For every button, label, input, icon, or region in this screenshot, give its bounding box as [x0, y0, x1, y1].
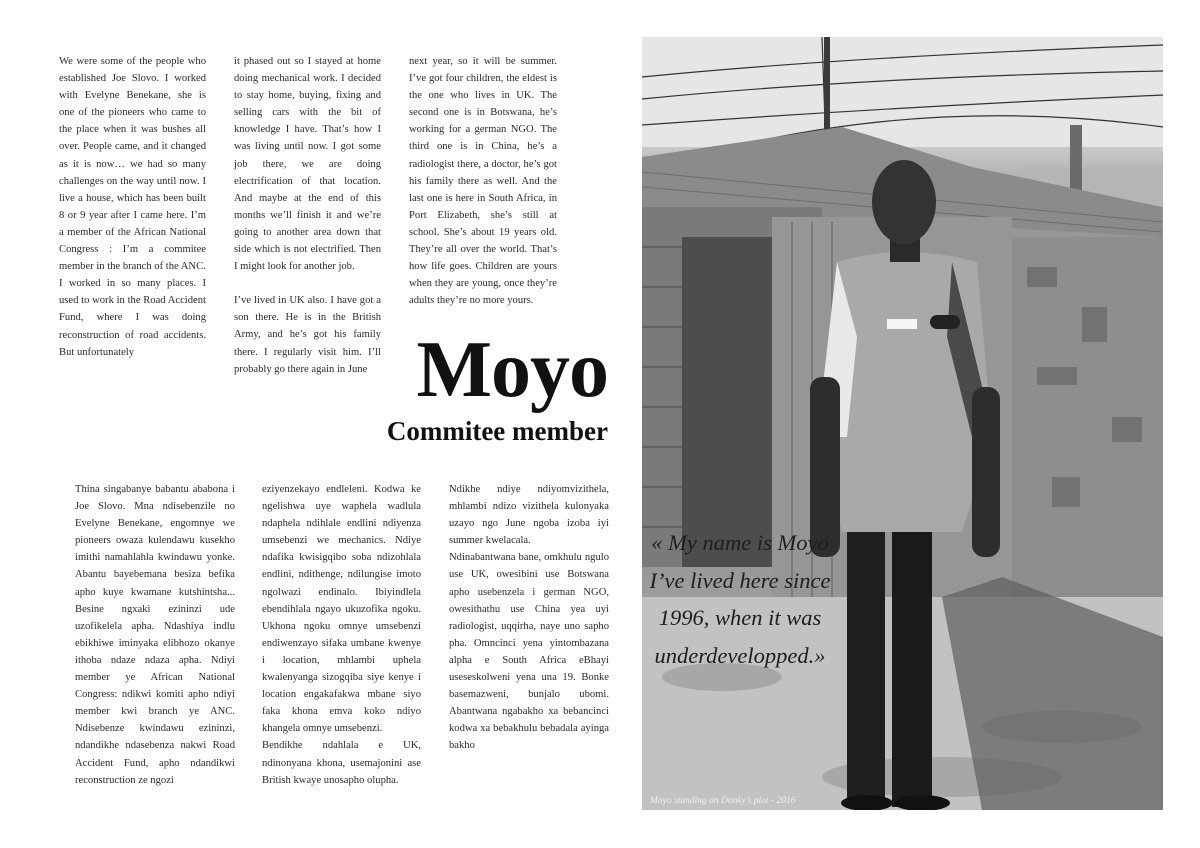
page-subtitle: Commitee member [386, 416, 608, 446]
xhosa-column-3 [449, 481, 609, 755]
paragraph: Ndinabantwana bane, omkhulu ngulo use UK, owesibini use Botswana apho usebenzela i german NGO, owesithathu use China yea uyi radiologist, uqqirha, naye uno sapho pha. Omncinci yena yintombazana alpha e South Africa eBhayi useseskolweni yena una 19. Bonke basemazweni, bunjalo ubomi. Abantwana ngabakho xa bebancinci kodwa xa bebakhulu bebadala ayinga bakho [449, 552, 609, 752]
photo-caption: Moyo standing on Donky’s plot - 2016 [650, 796, 796, 806]
english-column-2 [234, 53, 381, 378]
paragraph: We were some of the people who established Joe Slovo. I worked with Evelyne Benekane, she is one of the pioneers who came to the place when it was bushes all over. People came, and it changed as it is now… we had so many challenges on the way until now. I live a house, which has been built 8 or 9 year after I came here. I’m a member of the African National Congress : I’m a commitee member in the branch of the ANC. [59, 56, 206, 273]
paragraph: next year, so it will be summer. I’ve got four children, the eldest is the one who lives in UK. The second one is in Botswana, he’s working for a german NGO. The third one is in China, he’s a radiologist there, a doctor, he’s got his family there as well. And the last one is here in South Africa, in Port Elizabeth, she’s still at school. She’s about 19 years old. They’re all over the world. That’s how life goes. Children are yours when they are young, once they’re adults they’re no more yours. [409, 56, 557, 307]
paragraph: Ndikhe ndiye ndiyomvizithela, mhlambi ndizo vizithela kulonyaka uzayo ngo June ngoba izoba iyi summer kwelacala. [449, 484, 609, 547]
pull-quote: « My name is Moyo I’ve lived here since 1996, when it was underdevelopped.» [649, 530, 831, 668]
paragraph: Bendikhe ndahlala e UK, ndinonyana khona, usemajonini ase British kwaye unosapho olupha. [262, 740, 421, 786]
paragraph: I worked in so many places. I used to work in the Road Accident Fund, where I was doing reconstruction of road accidents. But unfortunately [59, 278, 206, 358]
paragraph: I’ve lived in UK also. I have got a son there. He is in the British Army, and he’s got his family there. I regularly visit him. I’ll probably go there again in June [234, 295, 381, 375]
paragraph: it phased out so I stayed at home doing mechanical work. I decided to stay home, buying, fixing and selling cars with the bit of knowledge I have. That’s how I was living until now. I got some job there, we are doing electrification of that location. And maybe at the end of this months we’ll finish it and we’re going to another area down that side which is not electrified. Then I might look for another job. [234, 56, 381, 273]
xhosa-column-2 [262, 481, 421, 789]
english-column-3 [409, 53, 557, 309]
photo-scene [642, 37, 1163, 810]
page-title: Moyo [416, 326, 608, 414]
portrait-photo [642, 37, 1163, 810]
paragraph: Thina singabanye babantu ababona i Joe Slovo. Mna ndisebenzile no Evelyne Benekane, engomnye we pioneers owaza kulendawu kusekho imithi namahlahla kwindawu yonke. Abantu bayebemana besiza befika apho kuye kwamane kutshintsha... Besine ngxaki ezininzi ude uzofikelela apha. Ndashiya indlu ebikhiwe iminyaka elibhozo okanye ithoba ndaze ndaza apha. Ndiyi member ye African National Congress: ndikwi komiti apho ndiyi member kwi branch ye ANC. Ndisebenze kwindawu ezininzi, ndandikhe ndasebenza nakwi Road Accident Fund, apho ndandikwi reconstruction ze ngozi [75, 484, 235, 786]
xhosa-column-1 [75, 481, 235, 789]
paragraph: eziyenzekayo endleleni. Kodwa ke ngelishwa uye waphela wadlula ndaphela ndihlale endlini ndiyenza umsebenzi we mechanics. Ndiye ndafika kwisigqibo soba ndizohlala endlini, ndithenge, ndilungise imoto ngolwazi endinalo. Ibiyindlela ebendihlala ngayo ukuzofika ngoku. Ukhona ngoku omnye umsebenzi endiwenzayo sifaka umbane kwenye i location, mhlambi uphela kwalenyanga sizogqiba siye kenye i location engakafakwa mbane siyo faka khona emva koko ndiyo khangela omnye umsebenzi. [262, 484, 421, 735]
english-column-1 [59, 53, 206, 361]
